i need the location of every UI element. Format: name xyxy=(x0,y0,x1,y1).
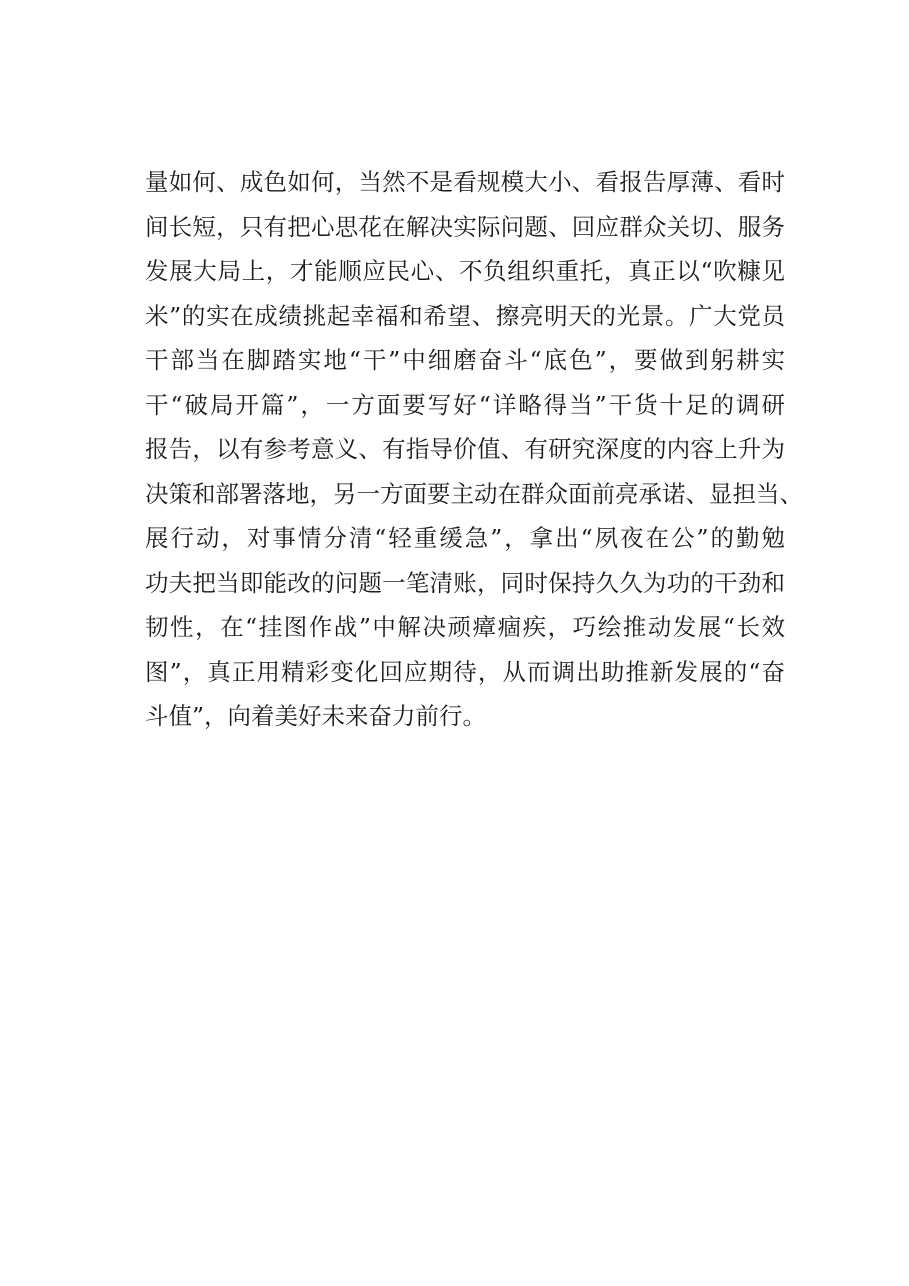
paragraph-line: 报告，以有参考意义、有指导价值、有研究深度的内容上升为 xyxy=(145,435,785,463)
paragraph-line: 韧性，在“挂图作战”中解决顽瘴痼疾，巧绘推动发展“长效 xyxy=(145,613,785,641)
paragraph-line: 功夫把当即能改的问题一笔清账，同时保持久久为功的干劲和 xyxy=(145,568,785,597)
paragraph-line: 干部当在脚踏实地“干”中细磨奋斗“底色”，要做到躬耕实 xyxy=(145,346,785,374)
paragraph-line: 间长短，只有把心思花在解决实际问题、回应群众关切、服务 xyxy=(145,212,785,241)
paragraph-line-last: 斗值”，向着美好未来奋力前行。 xyxy=(145,702,487,730)
paragraph-line: 决策和部署落地，另一方面要主动在群众面前亮承诺、显担当、 xyxy=(145,479,803,508)
paragraph-line: 量如何、成色如何，当然不是看规模大小、看报告厚薄、看时 xyxy=(145,168,785,196)
paragraph-line: 发展大局上，才能顺应民心、不负组织重托，真正以“吹糠见 xyxy=(145,257,785,285)
paragraph-line: 展行动，对事情分清“轻重缓急”，拿出“夙夜在公”的勤勉 xyxy=(145,524,785,552)
paragraph-line: 图”，真正用精彩变化回应期待，从而调出助推新发展的“奋 xyxy=(145,657,785,686)
paragraph-line: 米”的实在成绩挑起幸福和希望、擦亮明天的光景。广大党员 xyxy=(145,301,785,330)
paragraph-line: 干“破局开篇”，一方面要写好“详略得当”干货十足的调研 xyxy=(145,390,785,419)
